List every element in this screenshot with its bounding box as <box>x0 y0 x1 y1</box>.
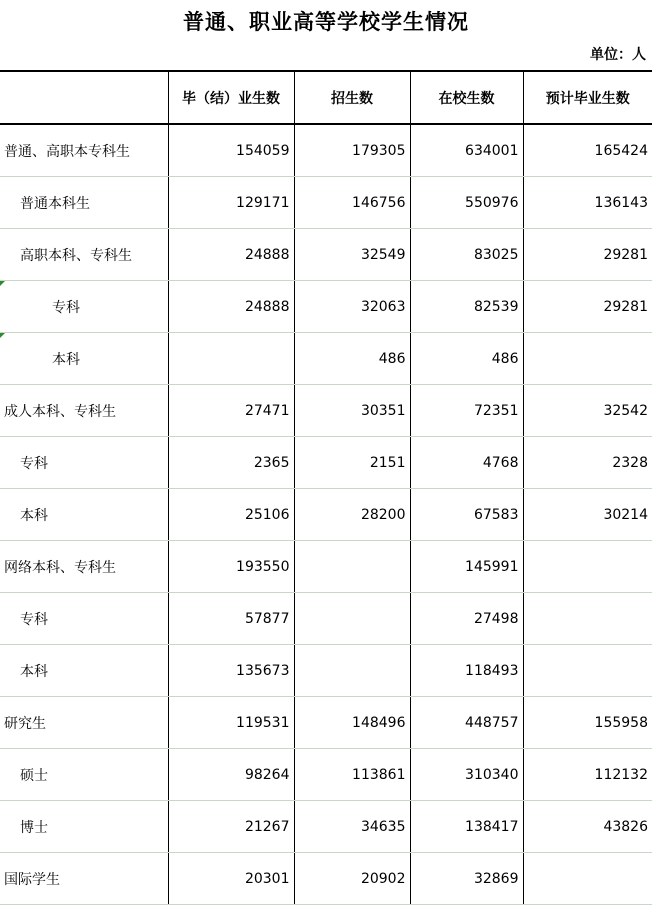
table-cell: 310340 <box>410 749 523 801</box>
student-table <box>0 70 652 905</box>
table-cell: 29281 <box>523 229 652 281</box>
table-row <box>0 749 652 801</box>
table-cell: 4768 <box>410 437 523 489</box>
row-label: 国际学生 <box>0 853 168 905</box>
table-cell: 20301 <box>168 853 294 905</box>
table-cell: 29281 <box>523 281 652 333</box>
row-label: 博士 <box>0 801 168 853</box>
table-cell <box>523 541 652 593</box>
table-cell: 83025 <box>410 229 523 281</box>
header-blank <box>0 71 168 124</box>
table-cell <box>523 853 652 905</box>
row-label: 本科 <box>0 645 168 697</box>
table-cell: 448757 <box>410 697 523 749</box>
row-label: 成人本科、专科生 <box>0 385 168 437</box>
table-cell: 32063 <box>294 281 410 333</box>
table-cell: 21267 <box>168 801 294 853</box>
table-cell: 486 <box>294 333 410 385</box>
table-cell: 24888 <box>168 229 294 281</box>
table-cell: 98264 <box>168 749 294 801</box>
header-expected-graduates: 预计毕业生数 <box>523 71 652 124</box>
table-cell <box>168 333 294 385</box>
table-cell: 28200 <box>294 489 410 541</box>
table-cell: 486 <box>410 333 523 385</box>
table-cell: 145991 <box>410 541 523 593</box>
table-cell: 119531 <box>168 697 294 749</box>
table-row <box>0 333 652 385</box>
table-cell <box>294 593 410 645</box>
table-cell: 34635 <box>294 801 410 853</box>
table-cell: 129171 <box>168 177 294 229</box>
table-cell: 550976 <box>410 177 523 229</box>
table-cell: 32542 <box>523 385 652 437</box>
table-row <box>0 645 652 697</box>
table-cell: 138417 <box>410 801 523 853</box>
table-cell: 148496 <box>294 697 410 749</box>
table-row <box>0 853 652 905</box>
table-cell: 146756 <box>294 177 410 229</box>
row-label: 专科 <box>0 281 168 333</box>
row-label: 专科 <box>0 593 168 645</box>
table-cell: 72351 <box>410 385 523 437</box>
row-label: 研究生 <box>0 697 168 749</box>
table-row <box>0 541 652 593</box>
row-label: 专科 <box>0 437 168 489</box>
table-cell: 193550 <box>168 541 294 593</box>
table-cell <box>294 645 410 697</box>
table-cell: 2151 <box>294 437 410 489</box>
table-row <box>0 385 652 437</box>
table-cell: 2365 <box>168 437 294 489</box>
table-cell: 43826 <box>523 801 652 853</box>
table-row <box>0 281 652 333</box>
row-label: 本科 <box>0 489 168 541</box>
header-row <box>0 71 652 124</box>
table-cell: 30214 <box>523 489 652 541</box>
table-cell: 20902 <box>294 853 410 905</box>
table-cell: 118493 <box>410 645 523 697</box>
table-cell: 27471 <box>168 385 294 437</box>
table-cell: 57877 <box>168 593 294 645</box>
row-label: 普通、高职本专科生 <box>0 124 168 177</box>
table-cell: 136143 <box>523 177 652 229</box>
row-label: 网络本科、专科生 <box>0 541 168 593</box>
table-row <box>0 697 652 749</box>
table-cell: 30351 <box>294 385 410 437</box>
table-row <box>0 177 652 229</box>
table-cell <box>523 645 652 697</box>
header-enrollment: 招生数 <box>294 71 410 124</box>
table-cell: 24888 <box>168 281 294 333</box>
table-cell: 179305 <box>294 124 410 177</box>
table-cell: 154059 <box>168 124 294 177</box>
table-row <box>0 437 652 489</box>
table-cell: 32549 <box>294 229 410 281</box>
row-label: 普通本科生 <box>0 177 168 229</box>
row-label: 硕士 <box>0 749 168 801</box>
table-cell: 113861 <box>294 749 410 801</box>
unit-label: 单位：人 <box>590 47 646 63</box>
table-cell: 112132 <box>523 749 652 801</box>
table-cell <box>294 541 410 593</box>
row-label: 本科 <box>0 333 168 385</box>
table-cell <box>523 593 652 645</box>
page-title: 普通、职业高等学校学生情况 <box>183 9 469 34</box>
table-cell: 135673 <box>168 645 294 697</box>
table-cell: 32869 <box>410 853 523 905</box>
table-cell: 165424 <box>523 124 652 177</box>
header-in-school: 在校生数 <box>410 71 523 124</box>
table-cell: 67583 <box>410 489 523 541</box>
table-cell: 2328 <box>523 437 652 489</box>
header-graduates: 毕（结）业生数 <box>168 71 294 124</box>
table-row <box>0 124 652 177</box>
table-row <box>0 801 652 853</box>
table-row <box>0 593 652 645</box>
table-cell: 25106 <box>168 489 294 541</box>
table-row <box>0 489 652 541</box>
row-label: 高职本科、专科生 <box>0 229 168 281</box>
table-row <box>0 229 652 281</box>
table-cell <box>523 333 652 385</box>
table-cell: 27498 <box>410 593 523 645</box>
table-cell: 634001 <box>410 124 523 177</box>
table-cell: 82539 <box>410 281 523 333</box>
table-cell: 155958 <box>523 697 652 749</box>
